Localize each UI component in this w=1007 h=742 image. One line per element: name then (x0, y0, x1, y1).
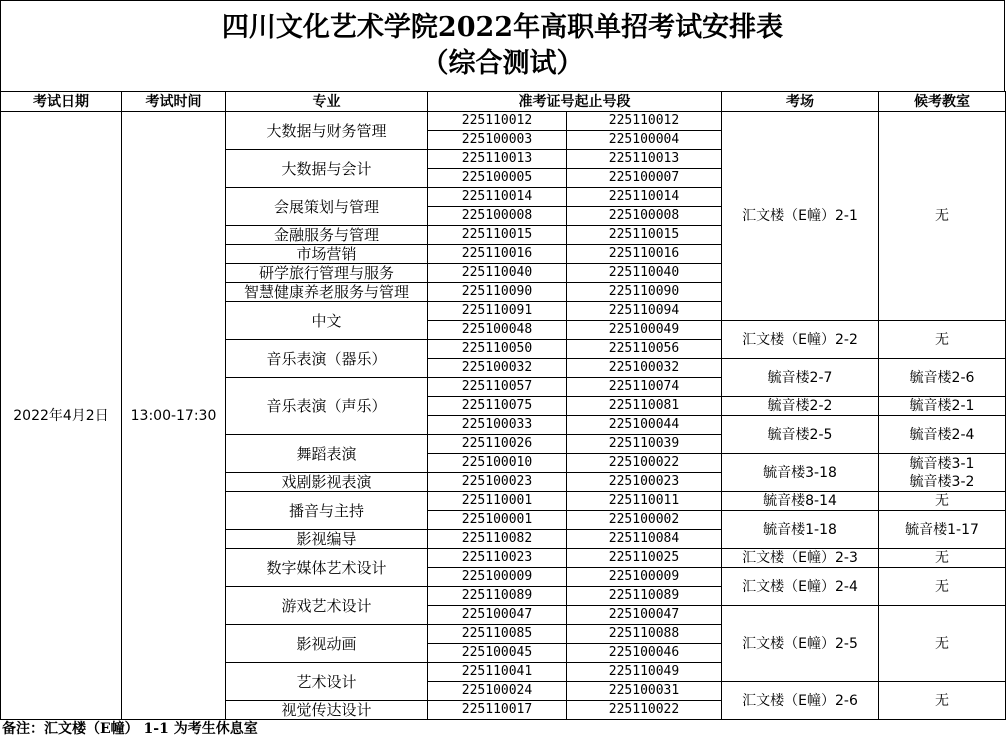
ticket-start-cell: 225100010 (428, 454, 567, 473)
ticket-start-cell: 225110082 (428, 530, 567, 549)
waiting-room-cell: 毓音楼2-1 (879, 397, 1006, 416)
major-cell: 戏剧影视表演 (226, 473, 428, 492)
waiting-room-cell: 无 (879, 549, 1006, 568)
ticket-end-cell: 225110049 (567, 663, 722, 682)
exam-date-cell: 2022年4月2日 (1, 112, 122, 720)
header-exam-room: 考场 (722, 92, 879, 112)
exam-room-cell: 毓音楼2-5 (722, 416, 879, 454)
major-cell: 中文 (226, 302, 428, 340)
waiting-room-cell: 无 (879, 682, 1006, 720)
ticket-end-cell: 225100009 (567, 568, 722, 587)
major-cell: 金融服务与管理 (226, 226, 428, 245)
exam-room-cell: 汇文楼（E幢）2-2 (722, 321, 879, 359)
ticket-start-cell: 225110041 (428, 663, 567, 682)
waiting-room-cell: 毓音楼3-1 毓音楼3-2 (879, 454, 1006, 492)
ticket-start-cell: 225100005 (428, 169, 567, 188)
ticket-start-cell: 225100045 (428, 644, 567, 663)
ticket-end-cell: 225100044 (567, 416, 722, 435)
waiting-room-cell: 毓音楼1-17 (879, 511, 1006, 549)
ticket-end-cell: 225100008 (567, 207, 722, 226)
ticket-start-cell: 225100009 (428, 568, 567, 587)
ticket-start-cell: 225110050 (428, 340, 567, 359)
major-cell: 数字媒体艺术设计 (226, 549, 428, 587)
ticket-end-cell: 225110015 (567, 226, 722, 245)
ticket-start-cell: 225110089 (428, 587, 567, 606)
waiting-room-cell: 毓音楼2-6 (879, 359, 1006, 397)
ticket-end-cell: 225110011 (567, 492, 722, 511)
exam-room-cell: 毓音楼2-7 (722, 359, 879, 397)
major-cell: 大数据与财务管理 (226, 112, 428, 150)
header-waiting-room: 候考教室 (879, 92, 1006, 112)
ticket-end-cell: 225110039 (567, 435, 722, 454)
major-cell: 舞蹈表演 (226, 435, 428, 473)
major-cell: 影视动画 (226, 625, 428, 663)
waiting-room-cell: 无 (879, 112, 1006, 321)
ticket-start-cell: 225100008 (428, 207, 567, 226)
major-cell: 影视编导 (226, 530, 428, 549)
exam-room-cell: 汇文楼（E幢）2-4 (722, 568, 879, 606)
exam-room-cell: 毓音楼1-18 (722, 511, 879, 549)
ticket-start-cell: 225100001 (428, 511, 567, 530)
major-cell: 视觉传达设计 (226, 701, 428, 720)
ticket-start-cell: 225100003 (428, 131, 567, 150)
header-time: 考试时间 (122, 92, 226, 112)
exam-room-cell: 汇文楼（E幢）2-5 (722, 606, 879, 682)
ticket-end-cell: 225110040 (567, 264, 722, 283)
header-row (1, 92, 1006, 112)
ticket-end-cell: 225110056 (567, 340, 722, 359)
ticket-end-cell: 225110025 (567, 549, 722, 568)
exam-room-cell: 毓音楼8-14 (722, 492, 879, 511)
ticket-end-cell: 225100002 (567, 511, 722, 530)
header-ticket-range: 准考证号起止号段 (428, 92, 722, 112)
ticket-end-cell: 225100047 (567, 606, 722, 625)
ticket-start-cell: 225110040 (428, 264, 567, 283)
major-cell: 研学旅行管理与服务 (226, 264, 428, 283)
ticket-start-cell: 225110013 (428, 150, 567, 169)
footnote: 备注：汇文楼（E幢） 1-1 为考生休息室 (2, 721, 258, 737)
header-major: 专业 (226, 92, 428, 112)
exam-room-cell: 汇文楼（E幢）2-3 (722, 549, 879, 568)
ticket-start-cell: 225100024 (428, 682, 567, 701)
ticket-start-cell: 225110016 (428, 245, 567, 264)
ticket-end-cell: 225110016 (567, 245, 722, 264)
ticket-end-cell: 225100007 (567, 169, 722, 188)
major-cell: 会展策划与管理 (226, 188, 428, 226)
ticket-start-cell: 225110012 (428, 112, 567, 131)
ticket-end-cell: 225110012 (567, 112, 722, 131)
ticket-start-cell: 225110017 (428, 701, 567, 720)
ticket-start-cell: 225110057 (428, 378, 567, 397)
ticket-end-cell: 225100032 (567, 359, 722, 378)
exam-room-cell: 汇文楼（E幢）2-6 (722, 682, 879, 720)
ticket-end-cell: 225100023 (567, 473, 722, 492)
exam-room-cell: 毓音楼2-2 (722, 397, 879, 416)
waiting-room-cell: 毓音楼2-4 (879, 416, 1006, 454)
title-block (0, 0, 1005, 91)
ticket-start-cell: 225100023 (428, 473, 567, 492)
major-cell: 艺术设计 (226, 663, 428, 701)
page-title: 四川文化艺术学院2022年高职单招考试安排表 (221, 12, 784, 43)
schedule-table (0, 91, 1006, 720)
ticket-start-cell: 225110001 (428, 492, 567, 511)
table-row (1, 112, 1006, 131)
ticket-start-cell: 225100033 (428, 416, 567, 435)
waiting-room-cell: 无 (879, 568, 1006, 606)
ticket-start-cell: 225100048 (428, 321, 567, 340)
ticket-start-cell: 225110026 (428, 435, 567, 454)
ticket-start-cell: 225110075 (428, 397, 567, 416)
ticket-start-cell: 225110014 (428, 188, 567, 207)
ticket-end-cell: 225100031 (567, 682, 722, 701)
ticket-end-cell: 225110022 (567, 701, 722, 720)
ticket-end-cell: 225110090 (567, 283, 722, 302)
ticket-start-cell: 225110090 (428, 283, 567, 302)
ticket-start-cell: 225100032 (428, 359, 567, 378)
ticket-end-cell: 225110089 (567, 587, 722, 606)
ticket-end-cell: 225110013 (567, 150, 722, 169)
ticket-start-cell: 225110085 (428, 625, 567, 644)
major-cell: 市场营销 (226, 245, 428, 264)
ticket-start-cell: 225100047 (428, 606, 567, 625)
exam-room-cell: 毓音楼3-18 (722, 454, 879, 492)
major-cell: 智慧健康养老服务与管理 (226, 283, 428, 302)
ticket-end-cell: 225100046 (567, 644, 722, 663)
exam-time-cell: 13:00-17:30 (122, 112, 226, 720)
ticket-end-cell: 225100022 (567, 454, 722, 473)
ticket-end-cell: 225100049 (567, 321, 722, 340)
page-subtitle: （综合测试） (421, 48, 584, 79)
major-cell: 大数据与会计 (226, 150, 428, 188)
ticket-end-cell: 225110081 (567, 397, 722, 416)
exam-room-cell: 汇文楼（E幢）2-1 (722, 112, 879, 321)
ticket-end-cell: 225110014 (567, 188, 722, 207)
ticket-end-cell: 225110084 (567, 530, 722, 549)
ticket-end-cell: 225110074 (567, 378, 722, 397)
major-cell: 音乐表演（器乐） (226, 340, 428, 378)
ticket-start-cell: 225110023 (428, 549, 567, 568)
waiting-room-cell: 无 (879, 606, 1006, 682)
header-date: 考试日期 (1, 92, 122, 112)
major-cell: 播音与主持 (226, 492, 428, 530)
ticket-start-cell: 225110015 (428, 226, 567, 245)
schedule-body (1, 112, 1006, 720)
ticket-start-cell: 225110091 (428, 302, 567, 321)
major-cell: 音乐表演（声乐） (226, 378, 428, 435)
ticket-end-cell: 225110088 (567, 625, 722, 644)
ticket-end-cell: 225110094 (567, 302, 722, 321)
waiting-room-cell: 无 (879, 321, 1006, 359)
waiting-room-cell: 无 (879, 492, 1006, 511)
major-cell: 游戏艺术设计 (226, 587, 428, 625)
ticket-end-cell: 225100004 (567, 131, 722, 150)
